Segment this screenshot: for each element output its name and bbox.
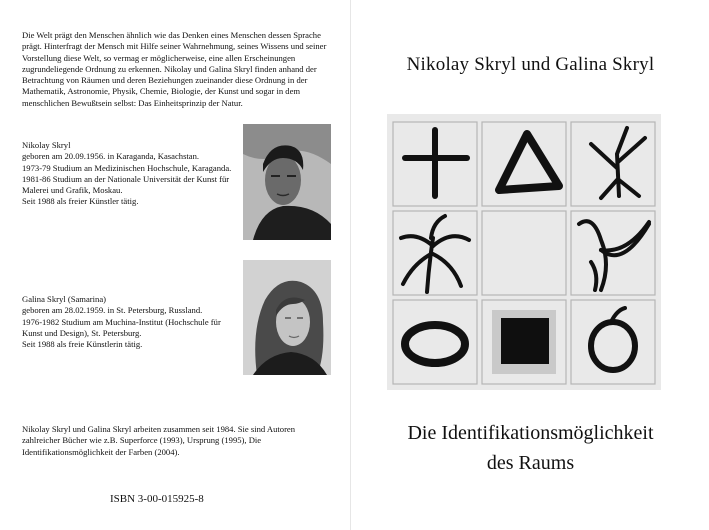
book-title-line: Die Identifikationsmöglichkeit <box>407 422 654 444</box>
authors: Nikolay Skryl und Galina Skryl <box>406 54 655 75</box>
isbn: ISBN 3-00-015925-8 <box>110 493 204 505</box>
bio-line: geboren am 28.02.1959. in St. Petersburg, Russland. <box>22 305 203 316</box>
front-cover <box>352 0 709 530</box>
bio-line: 1976-1982 Studium am Muchina-Institut (Hochschule für <box>22 316 221 327</box>
intro-paragraph: Die Welt prägt den Menschen ähnlich wie das Denken eines Menschen dessen Sprache prägt. Hinterfragt der Mensch mit Hilfe seiner Wahrnehmung, seines Wissens und seiner Vorstellung diese Welt, so vermag er möglicherweise, eine allen Erscheinungen zugrundeliegende Ordnung zu erkennen. Nikolay und Galina Skryl finden anhand der Betrachtung von Räumen und deren Beziehungen zueinander diese Ordnung in der Mathematik, Astronomie, Physik, Chemie, Biologie, der Kunst und sogar in dem menschlichen Bewußtsein selbst: Das Einheitsprinzip der Natur. <box>22 30 327 108</box>
back-cover <box>0 0 350 530</box>
bio-line: Seit 1988 als freier Künstler tätig. <box>22 196 139 207</box>
bio-line: Seit 1988 als freie Künstlerin tätig. <box>22 339 143 350</box>
bio-line: geboren am 20.09.1956. in Karaganda, Kasachstan. <box>22 151 200 162</box>
bio-line: Galina Skryl (Samarina) <box>22 294 107 304</box>
portrait-galina <box>243 260 331 375</box>
portrait-nikolay <box>243 124 331 240</box>
bio-line: 1981-86 Studium an der Nationale Universität der Kunst für <box>22 173 230 184</box>
book-title-line: des Raums <box>486 452 575 474</box>
book-title <box>352 418 709 478</box>
bio-line: Malerei und Grafik, Moskau. <box>22 185 123 196</box>
collaboration-note: Nikolay Skryl und Galina Skryl arbeiten zusammen seit 1984. Sie sind Autoren zahlreicher Bücher wie z.B. Superforce (1993), Ursprung (1995), Die Identifikationsmöglichkeit der Farben (2004). <box>22 424 296 457</box>
spine-fold <box>350 0 351 530</box>
bio-line: 1973-79 Studium an Medizinischen Hochschule, Karaganda. <box>22 162 232 173</box>
bio-nikolay <box>22 140 231 208</box>
bio-galina <box>22 294 221 350</box>
bio-line: Kunst und Design), St. Petersburg. <box>22 327 142 338</box>
bio-line: Nikolay Skryl <box>22 140 71 150</box>
cover-artwork <box>387 114 661 390</box>
